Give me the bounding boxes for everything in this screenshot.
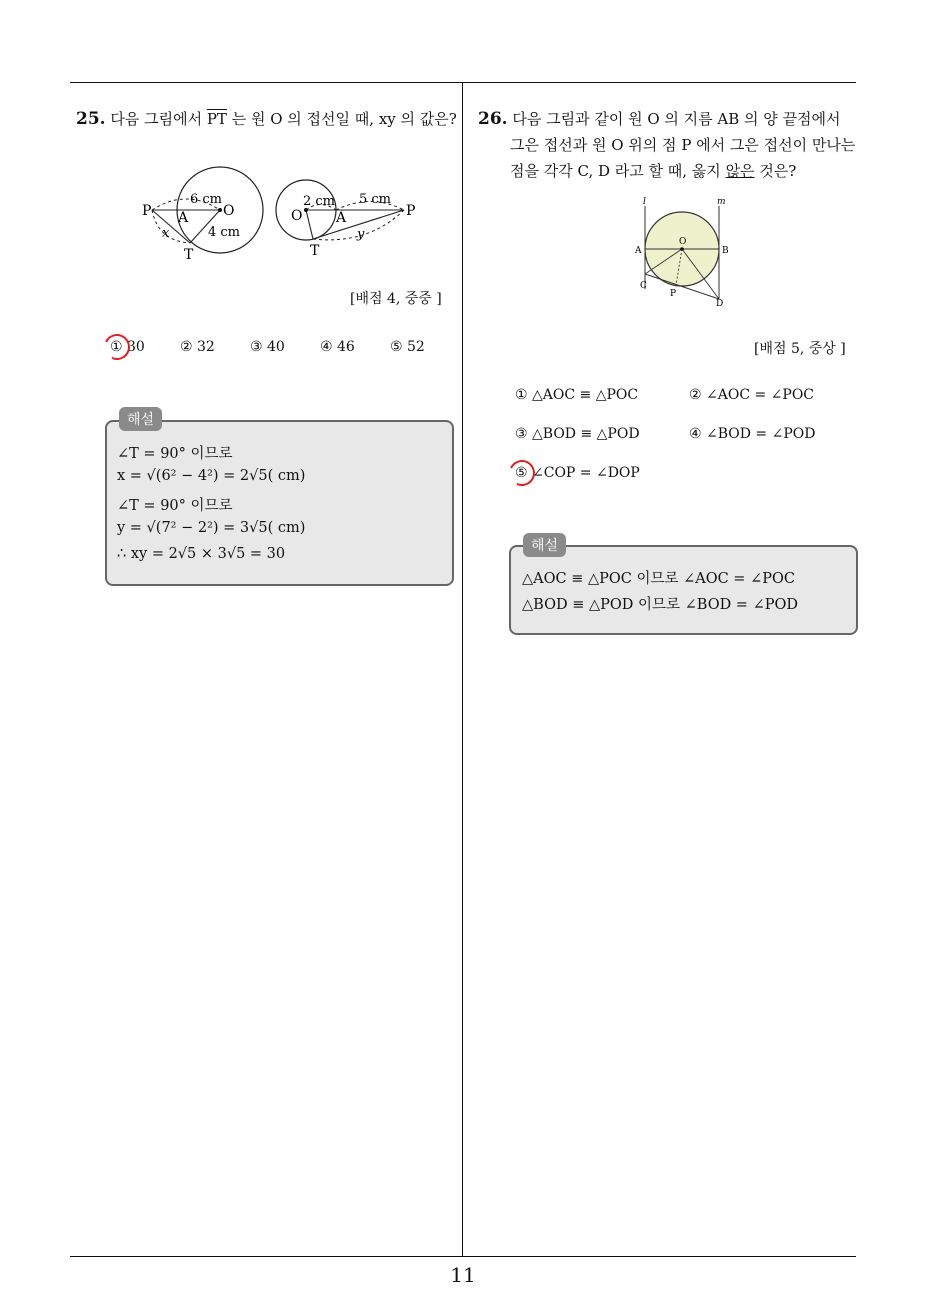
- column-divider: [462, 82, 463, 1256]
- q26-line-3: [478, 158, 868, 184]
- q26-text-line-3-post: 것은?: [754, 162, 797, 180]
- q26-label-m: m: [717, 197, 726, 207]
- q26-solution-line-2: △BOD ≡ △POD 이므로 ∠BOD = ∠POD: [522, 597, 798, 613]
- q26-number: 26.: [478, 109, 508, 129]
- q26-answer-mark: [505, 456, 538, 489]
- q26-label-p: P: [670, 289, 677, 299]
- q26-question: [478, 106, 868, 184]
- q25-right-label-d1: 2 cm: [303, 194, 336, 209]
- q25-solution-line-5: ∴ xy = 2√5 × 3√5 = 30: [117, 546, 286, 562]
- q26-solution-tag: 해설: [523, 533, 566, 557]
- page-number: 11: [450, 1263, 476, 1287]
- q25-right-label-d2: 5 cm: [359, 192, 392, 207]
- q25-left-label-a: A: [178, 210, 189, 226]
- q26-underlined-word: 않은: [725, 162, 755, 180]
- q25-solution-line-2: x = √(6² − 4²) = 2√5( cm): [117, 468, 306, 484]
- q26-text-line-2: 그은 접선과 원 O 위의 점 P 에서 그은 접선이 만나는: [510, 136, 856, 154]
- q26-label-a: A: [635, 246, 642, 256]
- q26-label-l: l: [643, 197, 646, 207]
- q25-choice-4[interactable]: ④ 46: [320, 339, 355, 355]
- q25-left-center-dot: [218, 208, 222, 212]
- q26-label-c: C: [640, 281, 647, 291]
- q25-figure: [138, 163, 428, 263]
- q25-choice-2[interactable]: ② 32: [180, 339, 215, 355]
- q26-choice-1[interactable]: ① △AOC ≡ △POC: [515, 387, 639, 403]
- q26-choice-4[interactable]: ④ ∠BOD = ∠POD: [689, 426, 816, 442]
- q26-choice-3[interactable]: ③ △BOD ≡ △POD: [515, 426, 640, 442]
- q25-right-ot: [306, 210, 313, 239]
- q25-text-pre: 다음 그림에서: [110, 110, 207, 128]
- q25-left-label-d1: 6 cm: [190, 192, 223, 207]
- q25-solution-line-4: y = √(7² − 2²) = 3√5( cm): [117, 520, 306, 536]
- q25-solution-tag: 해설: [119, 407, 162, 431]
- q26-score: [배점 5, 중상 ]: [754, 341, 846, 357]
- q25-text-post: 는 원 O 의 접선일 때, xy 의 값은?: [226, 110, 457, 128]
- q25-right-label-o: O: [291, 208, 303, 224]
- q26-choice-5[interactable]: ⑤ ∠COP = ∠DOP: [515, 465, 640, 481]
- q26-solution-line-1: △AOC ≡ △POC 이므로 ∠AOC = ∠POC: [522, 571, 795, 587]
- q25-left-label-d2: 4 cm: [208, 225, 241, 240]
- q26-text-line-1: 다음 그림과 같이 원 O 의 지름 AB 의 양 끝점에서: [512, 110, 841, 128]
- q25-score: [배점 4, 중중 ]: [350, 291, 442, 307]
- q25-choice-3[interactable]: ③ 40: [250, 339, 285, 355]
- q25-solution-line-3: ∠T = 90° 이므로: [117, 498, 233, 514]
- q26-text-line-3-pre: 점을 각각 C, D 라고 할 때, 옳지: [510, 162, 726, 180]
- q25-left-label-x: x: [162, 226, 170, 241]
- q26-label-d: D: [716, 299, 724, 309]
- q26-label-o: O: [679, 237, 687, 247]
- q25-answer-mark: [100, 330, 133, 363]
- bottom-rule: [70, 1256, 856, 1257]
- top-rule: [70, 82, 856, 83]
- q26-line-2: [478, 132, 868, 158]
- q25-right-label-p: P: [406, 203, 416, 219]
- q25-right-label-y: y: [357, 227, 365, 242]
- q26-figure: [630, 194, 740, 309]
- q25-left-label-t: T: [184, 247, 194, 263]
- q25-choice-1[interactable]: ① 30: [110, 339, 145, 355]
- q25-number: 25.: [76, 109, 106, 129]
- q26-label-b: B: [722, 246, 729, 256]
- q25-question: [76, 106, 460, 132]
- q26-line-1: [478, 106, 868, 132]
- q25-left-label-o: O: [223, 203, 235, 219]
- q26-choice-2[interactable]: ② ∠AOC = ∠POC: [689, 387, 815, 403]
- q26-solution-box: [509, 545, 858, 635]
- q25-right-label-a: A: [336, 210, 347, 226]
- q25-left-label-p: P: [142, 203, 152, 219]
- q26-center-dot: [680, 247, 684, 251]
- q25-segment: $\overline{PT}$: [206, 110, 227, 128]
- q25-choice-5[interactable]: ⑤ 52: [390, 339, 425, 355]
- q25-solution-line-1: ∠T = 90° 이므로: [117, 446, 233, 462]
- q25-right-label-t: T: [310, 243, 320, 259]
